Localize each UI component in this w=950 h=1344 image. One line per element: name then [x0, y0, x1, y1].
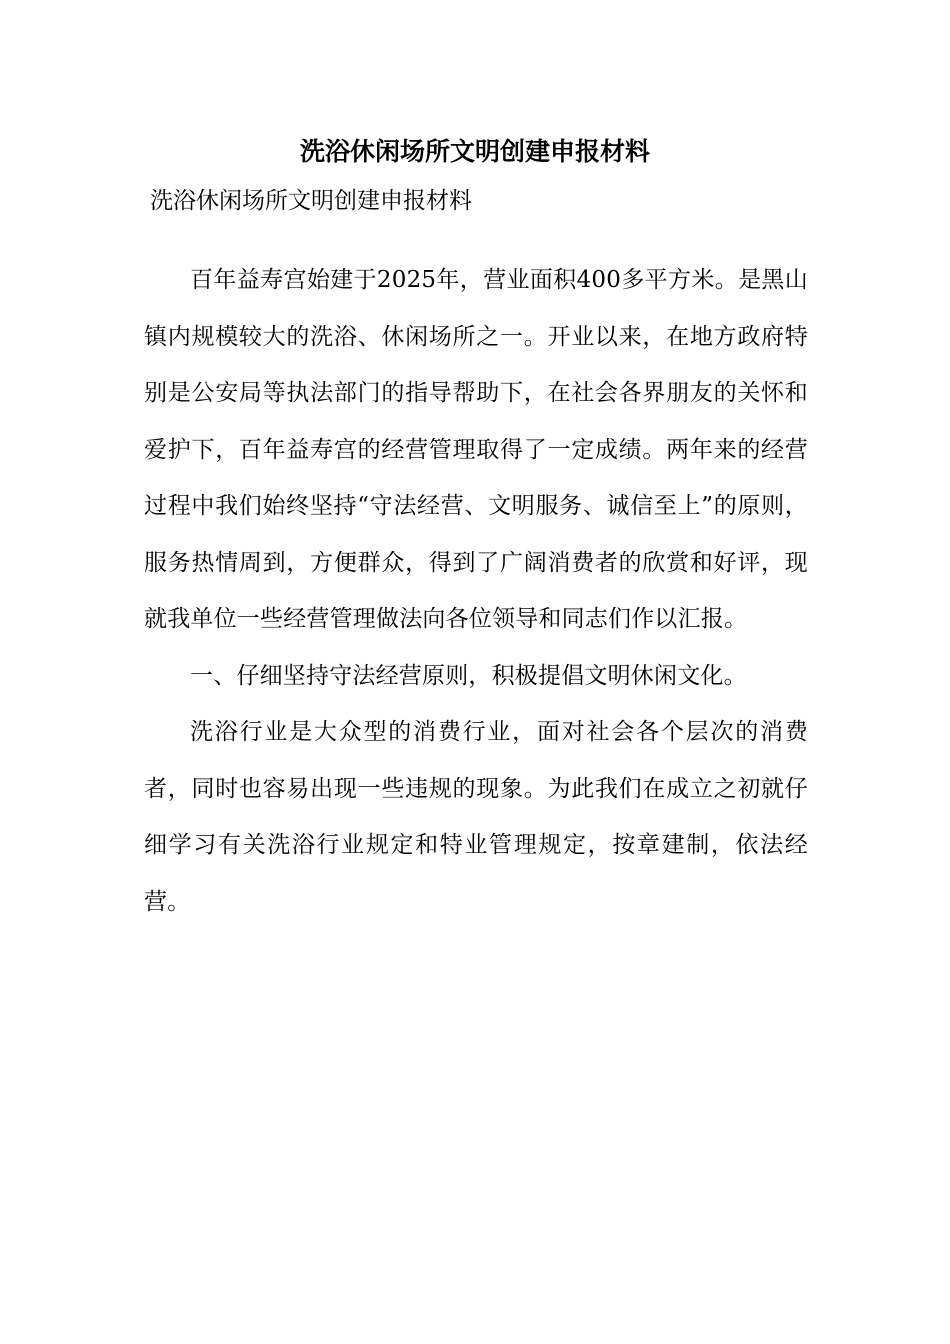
document-title: 洗浴休闲场所文明创建申报材料	[299, 137, 650, 166]
document-body	[144, 252, 808, 930]
paragraph-section-1: 洗浴行业是大众型的消费行业，面对社会各个层次的消费者，同时也容易出现一些违规的现象。为此我们在成立之初就仔细学习有关洗浴行业规定和特业管理规定，按章建制，依法经营。	[144, 719, 808, 915]
document-subtitle: 洗浴休闲场所文明创建申报材料	[150, 188, 472, 214]
section-heading-1: 一、仔细坚持守法经营原则，积极提倡文明休闲文化。	[190, 662, 747, 689]
paragraph-intro: 百年益寿宫始建于2025年，营业面积400多平方米。是黑山镇内规模较大的洗浴、休闲场所之一。开业以来，在地方政府特别是公安局等执法部门的指导帮助下，在社会各界朋友的关怀和爱护下，百年益寿宫的经营管理取得了一定成绩。两年来的经营过程中我们始终坚持“守法经营、文明服务、诚信至上”的原则，服务热情周到，方便群众，得到了广阔消费者的欣赏和好评，现就我单位一些经营管理做法向各位领导和同志们作以汇报。	[144, 267, 808, 632]
